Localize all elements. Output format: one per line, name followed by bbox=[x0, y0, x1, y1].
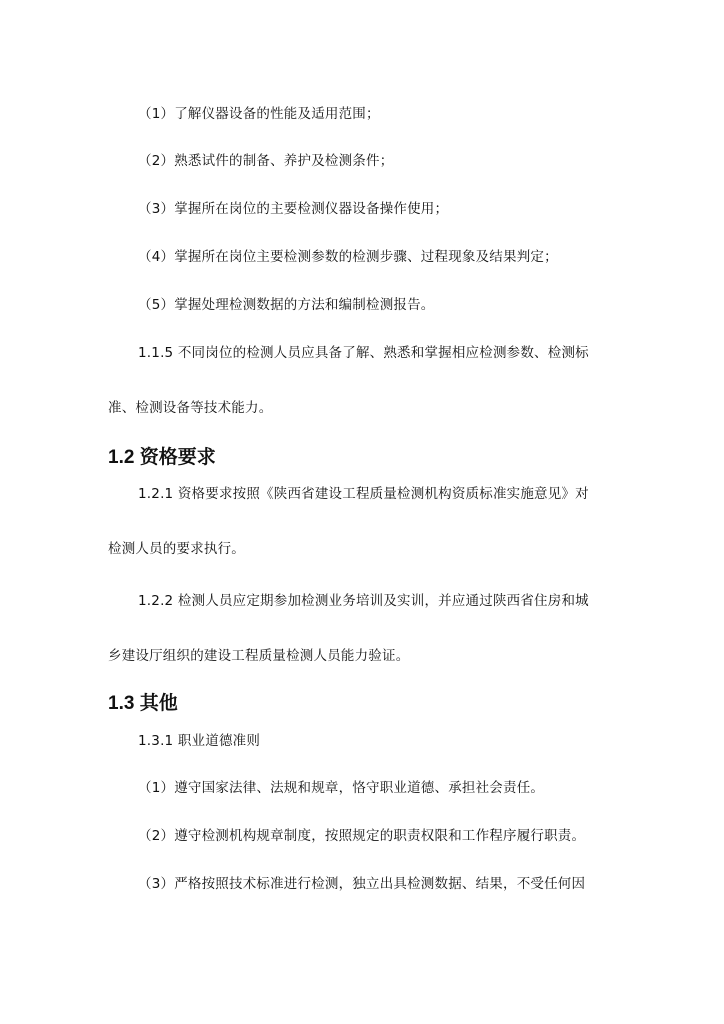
list-item: （1）了解仪器设备的性能及适用范围； bbox=[138, 106, 380, 122]
clause-1-2-1-line1: 1.2.1 资格要求按照《陕西省建设工程质量检测机构资质标准实施意见》对 bbox=[138, 486, 589, 502]
list-item: （3）掌握所在岗位的主要检测仪器设备操作使用； bbox=[138, 201, 449, 217]
clause-1-2-1-line2: 检测人员的要求执行。 bbox=[108, 541, 245, 557]
list-item: （4）掌握所在岗位主要检测参数的检测步骤、过程现象及结果判定； bbox=[138, 249, 558, 265]
section-heading-1-2: 1.2 资格要求 bbox=[108, 447, 216, 468]
list-item: （2）遵守检测机构规章制度，按照规定的职责权限和工作程序履行职责。 bbox=[138, 828, 586, 844]
clause-1-2-2-line1: 1.2.2 检测人员应定期参加检测业务培训及实训，并应通过陕西省住房和城 bbox=[138, 593, 589, 609]
list-item: （2）熟悉试件的制备、养护及检测条件； bbox=[138, 153, 394, 169]
clause-1-1-5-line1: 1.1.5 不同岗位的检测人员应具备了解、熟悉和掌握相应检测参数、检测标 bbox=[138, 345, 589, 361]
clause-1-3-1: 1.3.1 职业道德准则 bbox=[138, 733, 261, 749]
section-heading-1-3: 1.3 其他 bbox=[108, 693, 178, 714]
list-item: （1）遵守国家法律、法规和规章，恪守职业道德、承担社会责任。 bbox=[138, 780, 545, 796]
clause-1-1-5-line2: 准、检测设备等技术能力。 bbox=[108, 400, 273, 416]
list-item: （5）掌握处理检测数据的方法和编制检测报告。 bbox=[138, 297, 435, 313]
list-item: （3）严格按照技术标准进行检测，独立出具检测数据、结果，不受任何因 bbox=[138, 876, 586, 892]
clause-1-2-2-line2: 乡建设厅组织的建设工程质量检测人员能力验证。 bbox=[108, 648, 410, 664]
